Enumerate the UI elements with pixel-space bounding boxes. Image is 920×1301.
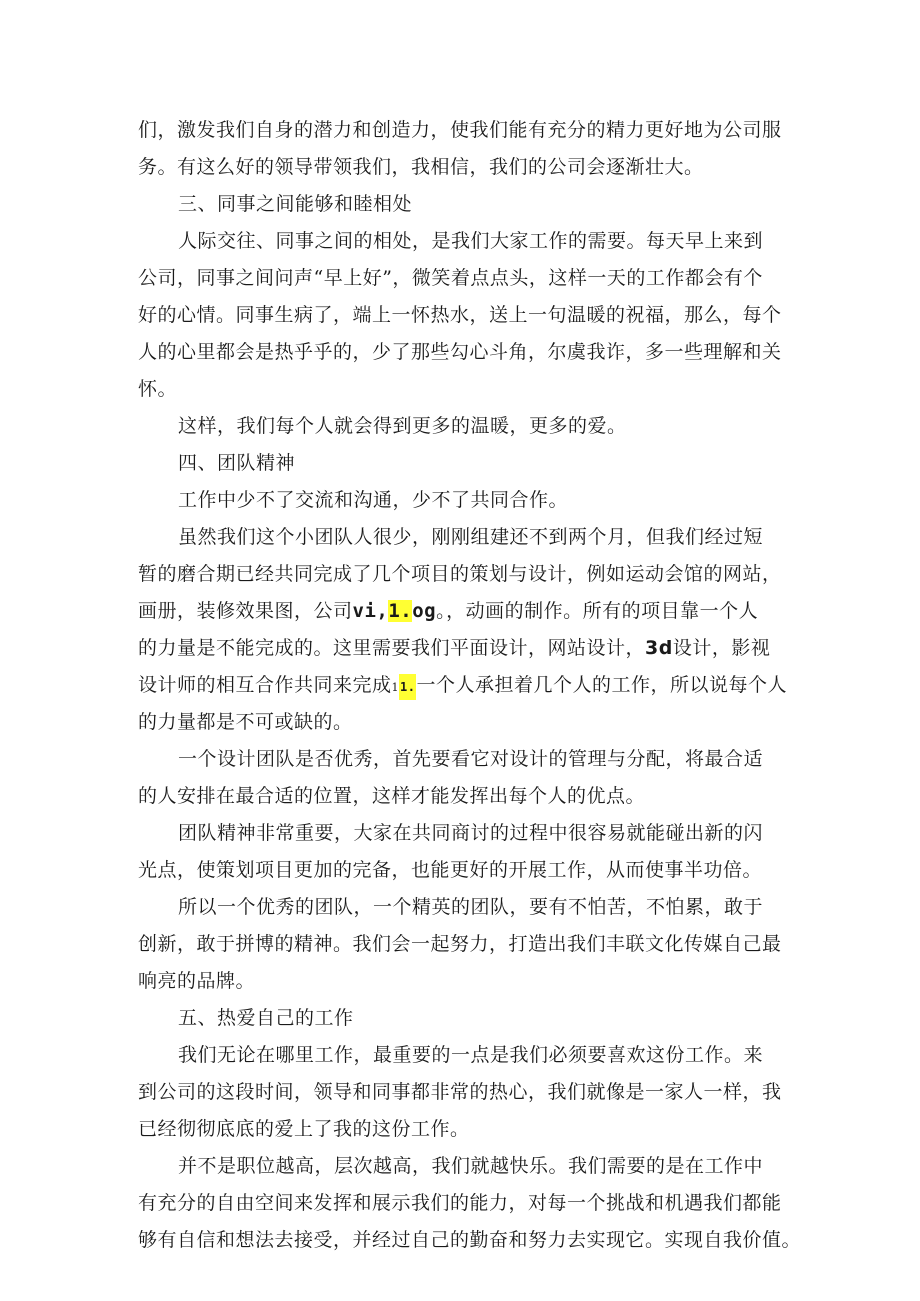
paragraph-line: 工作中少不了交流和沟通，少不了共同合作。	[178, 489, 569, 511]
text-segment: 的力量是不能完成的。这里需要我们平面设计，网站设计，	[138, 637, 646, 659]
highlighted-text: 1.	[399, 674, 416, 700]
paragraph-line: 响亮的品牌。	[138, 970, 256, 992]
paragraph-line: 的力量都是不可或缺的。	[138, 711, 353, 733]
paragraph-line: 够有自信和想法去接受，并经过自己的勤奋和努力去实现它。实现自我价值。	[138, 1229, 802, 1251]
text-segment: 设计，影视	[672, 637, 771, 659]
paragraph-line: 人际交往、同事之间的相处，是我们大家工作的需要。每天早上来到	[178, 230, 764, 252]
text-segment: 一个人承担着几个人的工作，所以说每个人	[416, 674, 787, 696]
paragraph-line: 虽然我们这个小团队人很少，刚刚组建还不到两个月，但我们经过短	[178, 526, 764, 548]
paragraph-line: 并不是职位越高，层次越高，我们就越快乐。我们需要的是在工作中	[178, 1155, 764, 1177]
paragraph-line: 怀。	[138, 378, 178, 400]
paragraph-line: 光点，使策划项目更加的完备，也能更好的开展工作，从而使事半功倍。	[138, 859, 763, 881]
text-segment: 。，动画的制作。所有的项目靠一个人	[436, 600, 759, 622]
paragraph-line: 已经彻彻底底的爱上了我的这份工作。	[138, 1118, 470, 1140]
paragraph-line: 有充分的自由空间来发挥和展示我们的能力，对每一个挑战和机遇我们都能	[138, 1192, 782, 1214]
vi-text: vi,	[352, 600, 389, 622]
paragraph-line	[138, 630, 798, 667]
og-text: og	[412, 600, 437, 622]
text-segment: 画册，装修效果图，公司	[138, 600, 353, 622]
document-body	[138, 112, 802, 1259]
highlighted-text: 1.	[388, 600, 413, 622]
paragraph-line: 暂的磨合期已经共同完成了几个项目的策划与设计，例如运动会馆的网站，	[138, 563, 782, 585]
paragraph-line: 人的心里都会是热乎乎的，少了那些勾心斗角，尔虞我诈，多一些理解和关	[138, 341, 782, 363]
paragraph-line: 所以一个优秀的团队，一个精英的团队，要有不怕苦，不怕累，敢于	[178, 896, 764, 918]
paragraph-line: 们，激发我们自身的潜力和创造力，使我们能有充分的精力更好地为公司服	[138, 119, 782, 141]
paragraph-line: 务。有这么好的领导带领我们，我相信，我们的公司会逐渐壮大。	[138, 156, 704, 178]
text-segment: 设计师的相互合作共同来完成	[138, 674, 392, 696]
paragraph-line	[138, 593, 798, 630]
paragraph-line: 的人安排在最合适的位置，这样才能发挥出每个人的优点。	[138, 785, 646, 807]
paragraph-line: 公司，同事之间问声“早上好”，微笑着点点头，这样一天的工作都会有个	[138, 267, 763, 289]
paragraph-line	[138, 667, 798, 704]
small-text: 1	[391, 681, 400, 694]
section-heading-3: 三、同事之间能够和睦相处	[178, 193, 413, 215]
paragraph-line: 到公司的这段时间，领导和同事都非常的热心，我们就像是一家人一样，我	[138, 1081, 782, 1103]
paragraph-line: 一个设计团队是否优秀，首先要看它对设计的管理与分配，将最合适	[178, 748, 764, 770]
section-heading-4: 四、团队精神	[178, 452, 296, 474]
paragraph-line: 创新，敢于拼博的精神。我们会一起努力，打造出我们丰联文化传媒自己最	[138, 933, 782, 955]
paragraph-line: 我们无论在哪里工作，最重要的一点是我们必须要喜欢这份工作。来	[178, 1044, 764, 1066]
section-heading-5: 五、热爱自己的工作	[178, 1007, 354, 1029]
paragraph-line: 好的心情。同事生病了，端上一怀热水，送上一句温暖的祝福，那么，每个	[138, 304, 782, 326]
paragraph-line: 团队精神非常重要，大家在共同商讨的过程中很容易就能碰出新的闪	[178, 822, 764, 844]
3d-text: 3d	[645, 637, 673, 659]
paragraph-line: 这样，我们每个人就会得到更多的温暖，更多的爱。	[178, 415, 627, 437]
